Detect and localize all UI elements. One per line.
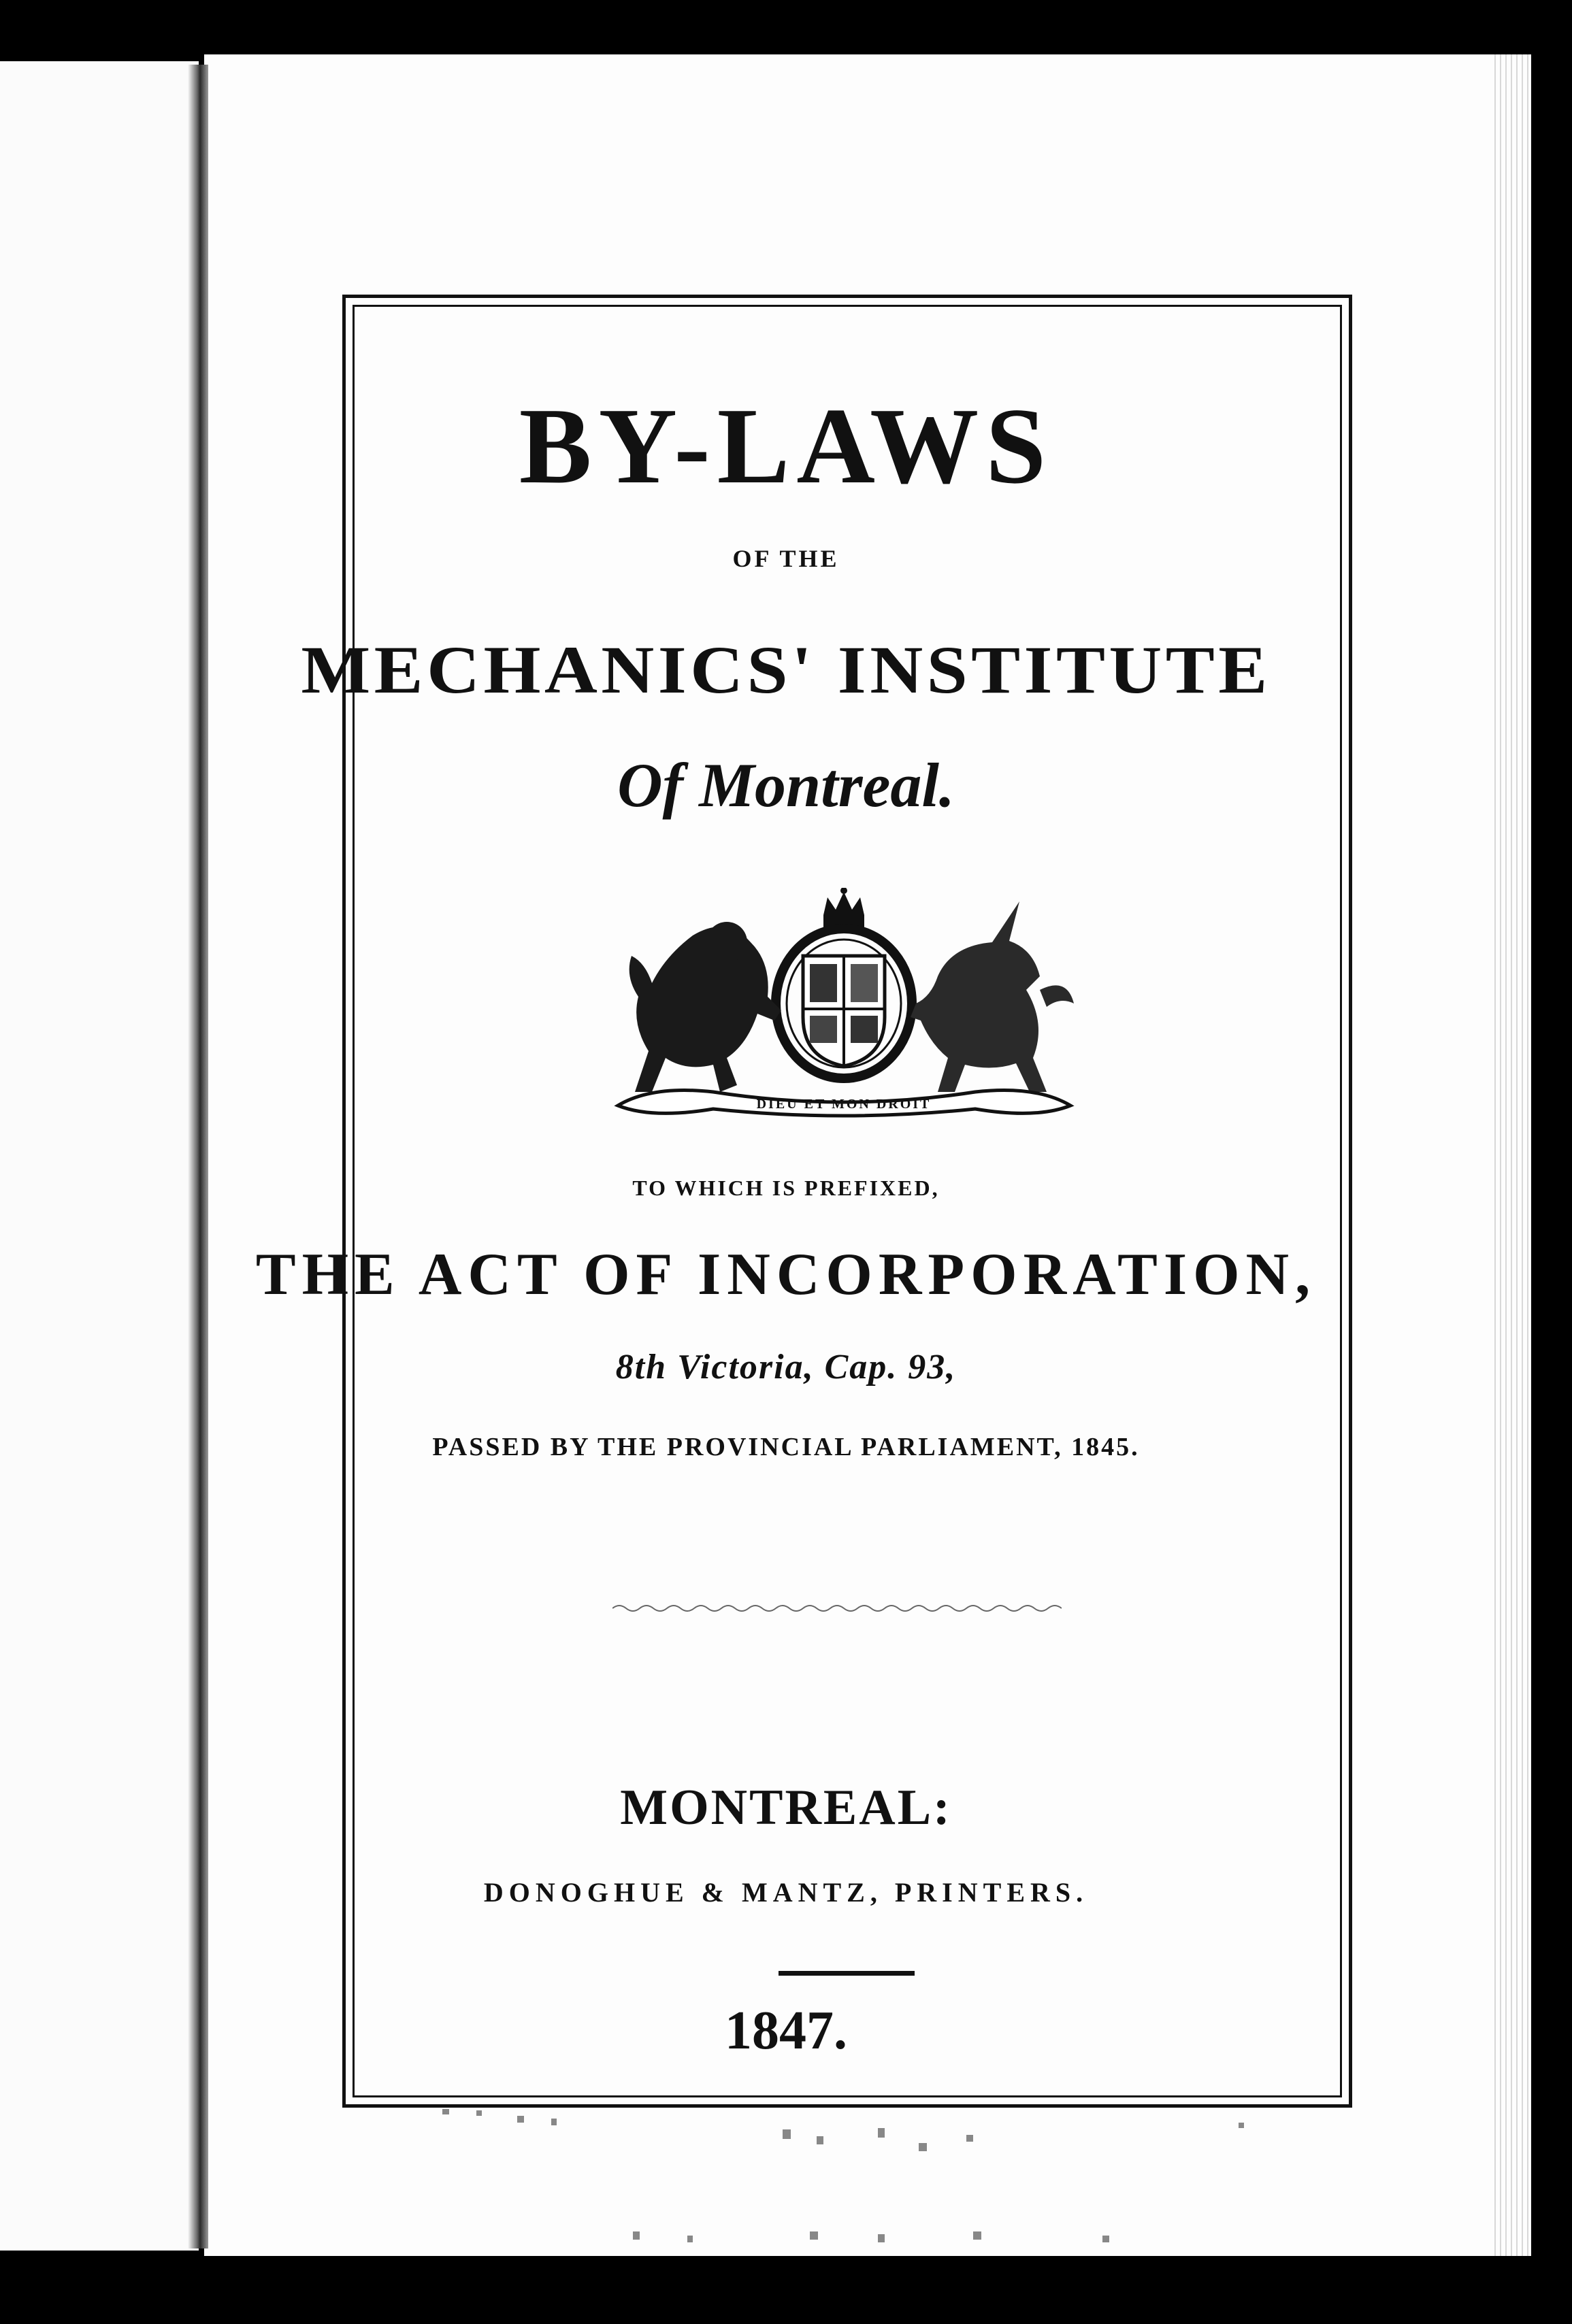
page-title: BY-LAWS [519,385,1053,506]
institute-name: MECHANICS' INSTITUTE [301,632,1271,708]
statute-citation: 8th Victoria, Cap. 93, [615,1348,957,1387]
lion-icon [629,922,781,1092]
left-page [0,61,199,2251]
arms-motto: DIEU ET MON DROIT [756,1097,932,1112]
location-line: Of Montreal. [617,750,955,820]
shield-icon [776,929,912,1078]
motto-scroll-icon [618,1091,1070,1116]
act-title: THE ACT OF INCORPORATION, [255,1242,1317,1308]
short-rule [779,1971,915,1976]
page-edges [1490,54,1531,2256]
passed-line: PASSED BY THE PROVINCIAL PARLIAMENT, 1845. [432,1433,1140,1461]
imprint-year: 1847. [725,2001,847,2061]
of-the-line: OF THE [732,545,840,572]
crown-icon [823,888,864,927]
unicorn-icon [911,901,1074,1092]
imprint-printers: DONOGHUE & MANTZ, PRINTERS. [483,1877,1089,1908]
royal-coat-of-arms [611,888,1077,1123]
show-through-specks [0,2095,1572,2252]
ornamental-rule [612,1603,1062,1614]
prefixed-line: TO WHICH IS PREFIXED, [632,1176,940,1200]
imprint-place: MONTREAL: [620,1780,952,1836]
